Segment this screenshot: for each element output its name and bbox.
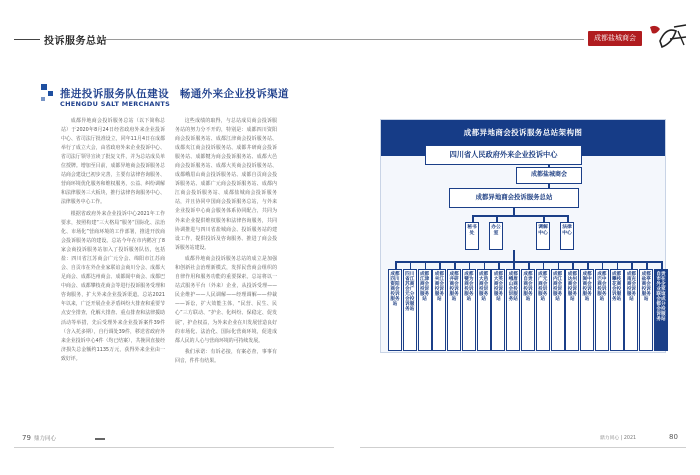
org-connector [602,261,604,269]
org-connector [469,261,471,269]
org-station: 成都自贡商会投诉服务站 [521,269,535,351]
decor-square [48,91,53,96]
org-station: 成都阆中商会投诉服务站 [580,269,594,351]
org-connector [513,261,515,269]
brand-logo-icon [646,21,690,53]
page-number-right: 80 [669,433,678,441]
org-station: 成都内江商会投诉服务站 [551,269,565,351]
org-node-main: 成都异地商会投诉服务总站 [449,188,579,208]
org-station: 四川省江苏商会广元分会投诉服务站 [403,269,417,351]
org-department: 调解中心 [536,222,550,250]
org-connector [425,261,427,269]
article-headline-en: CHENGDU SALT MERCHANTS [60,100,171,108]
org-connector [496,215,498,222]
footer-text-left: 鼎力同心 [34,436,57,442]
org-connector [587,261,589,269]
org-connector [484,261,486,269]
org-connector [472,215,474,222]
article-paragraph: 根据省政府外来企业投诉中心2021年工作要求，按照构建“三大格局”服务“国际化、法治化、市场化”营商环境的工作部署，推进开放商会投诉服务站的建设。总站今年在市内鹅宫了8家会商投诉服务站加入了投诉服务队伍，包括盐：四川省江苏商会广元分会、绵阳市江苏商会、自贡市在外企业家联谊会商川分会、成都大足商会、成都达州商会、成都阆中商会、成都巴中商会、成都攀枝花商会等进行投诉服务受理和咨询服务，扩大外来企业投诉渠道。总站2021年以来，广泛开展企业矛盾纠纷大排查和重要节点安全排查，化解大排查、重点排查和法律援助活动等举措，先后受理外来企业投诉案件39件（含入托多期），自行调处39件，移送省政府外来企业投诉中心4件（均已结案），共挽回直接经济损失总金额约1135万元，获得外来企业由一致好评。 [61,210,165,362]
footer-rule-left [14,447,334,448]
org-connector [472,215,568,217]
org-station: 成都井研商会投诉服务站 [447,269,461,351]
footer-bar [95,438,105,440]
org-connector [410,261,412,269]
org-station: 自贡市在外企业家联谊会成都分会投诉服务站 [654,269,668,351]
article-column-middle [175,117,277,369]
org-connector [543,215,545,222]
org-station: 成都南充商会投诉服务站 [624,269,638,351]
header-rule-left [14,39,40,40]
article-column-left [61,117,165,366]
brand-tag: 成都盐城商会 [588,31,642,46]
article-paragraph: 成都异地商会投诉服务总站（以下简称总站）于2020年8月24日经省政府外来企业投诉中心、省司法厅批准设立，同年11月4日在成都举行了成立大会，由省政府外来企业投诉中心、省司法厅领导宣读了批复文件，并为总站成员单位授牌。增加至目前，成都异地商会投诉服务总站商会建设已初步完善，主要有法律咨询服务、营商环境优化服务和维权服务，公益、纠纷调解和法律服务三大板块，推行法律咨询服务中心、法律服务中心工作。 [61,118,165,206]
org-connector [439,261,441,269]
org-connector [528,261,530,269]
org-station: 成都犍为商会投诉服务站 [462,269,476,351]
org-department: 办公室 [489,222,503,250]
org-station: 成都大英商会投诉服务站 [491,269,505,351]
org-station: 成都四川资阳商会投诉服务站 [388,269,402,351]
header-rule-right [104,39,584,40]
page-number-left: 79 [22,434,31,442]
org-connector [631,261,633,269]
footer-text-right: 鼎力同心 | 2021 [600,436,637,441]
org-station: 成都大邑商会投诉服务站 [477,269,491,351]
org-connector [454,261,456,269]
section-title: 投诉服务总站 [44,36,107,47]
decor-square [41,84,47,90]
org-connector [646,261,648,269]
org-connector [543,261,545,269]
org-connector [558,261,560,269]
org-station: 成都江津商会投诉服务站 [418,269,432,351]
article-paragraph: 成都异地商会投诉服务总站的成立是加强和创新社会治理新模式，发挥民营商会组织的自律作用和服务功能的重要探索。总站将以一站式服务平台（外来）企业，从投诉受理——民企维护——人民调解——经理调解——仲裁——诉讼，扩大效能主体，“民营、民生、民心”三方联动、“护企、化纠纷、保稳定、促发展”，护企权益，为外来企业在川发展营造良好的市场化、法治化、国际化营商环境，促进成都人民的人心与营商环境的可持续发展。 [175,256,277,344]
org-department: 秘书处 [465,222,479,250]
decor-square [41,97,45,101]
org-chart-title: 成都异地商会投诉服务总站架构图 [463,128,583,137]
org-connector [572,261,574,269]
article-paragraph: 这些成绩的取得，与总站成员商会投诉服务站的努力分不开的，特别是：成都四川资阳商会投诉服务站、成都江津商会投诉服务站、成都夹江商会投诉服务站、成都井研商会投诉服务站、成都犍为商会投诉服务站、成都大邑商会投诉服务站、成都大英商会投诉服务站、成都峨眉山商会投诉服务站、成都自贡商会投诉服务站、成都广元商会投诉服务站、成都内江商会投诉服务站、成都盐城商会投诉服务站，并且协同中国商会投诉服务总站，与外来企业投诉中心商会服务体系协同配合，共同为外来企业提供维权服务和法律咨询服务，共同协调推进与四川省盐城商会、投诉服务站的建设工作，提供投诉及咨询服务、推进了商会投诉服务站建设。 [175,118,277,251]
org-station: 成都攀枝花商会投诉服务站 [610,269,624,351]
org-connector [567,215,569,222]
org-connector [395,261,397,269]
org-station: 成都广元商会投诉服务站 [536,269,550,351]
org-node-top: 四川省人民政府外来企业投诉中心 [425,145,582,165]
org-department: 法律中心 [560,222,574,250]
org-station: 成都达州商会投诉服务站 [565,269,579,351]
org-connector [498,261,500,269]
org-connector [617,261,619,269]
org-node-middle: 成都盐城商会 [516,167,582,184]
org-station: 成都峨眉山商会投诉服务站 [506,269,520,351]
org-connector [513,208,515,215]
org-station: 成都夹江商会投诉服务站 [432,269,446,351]
article-headline: 推进投诉服务队伍建设 畅通外来企业投诉渠道 [60,88,289,100]
footer-rule-right [360,447,686,448]
org-connector [661,261,663,269]
article-paragraph: 我们承诺：有诉必接，有案必查，事事有回音，件件有结果。 [175,349,277,365]
org-station: 成都盐亭商会投诉服务站 [639,269,653,351]
org-station: 成都巴中商会投诉服务站 [595,269,609,351]
